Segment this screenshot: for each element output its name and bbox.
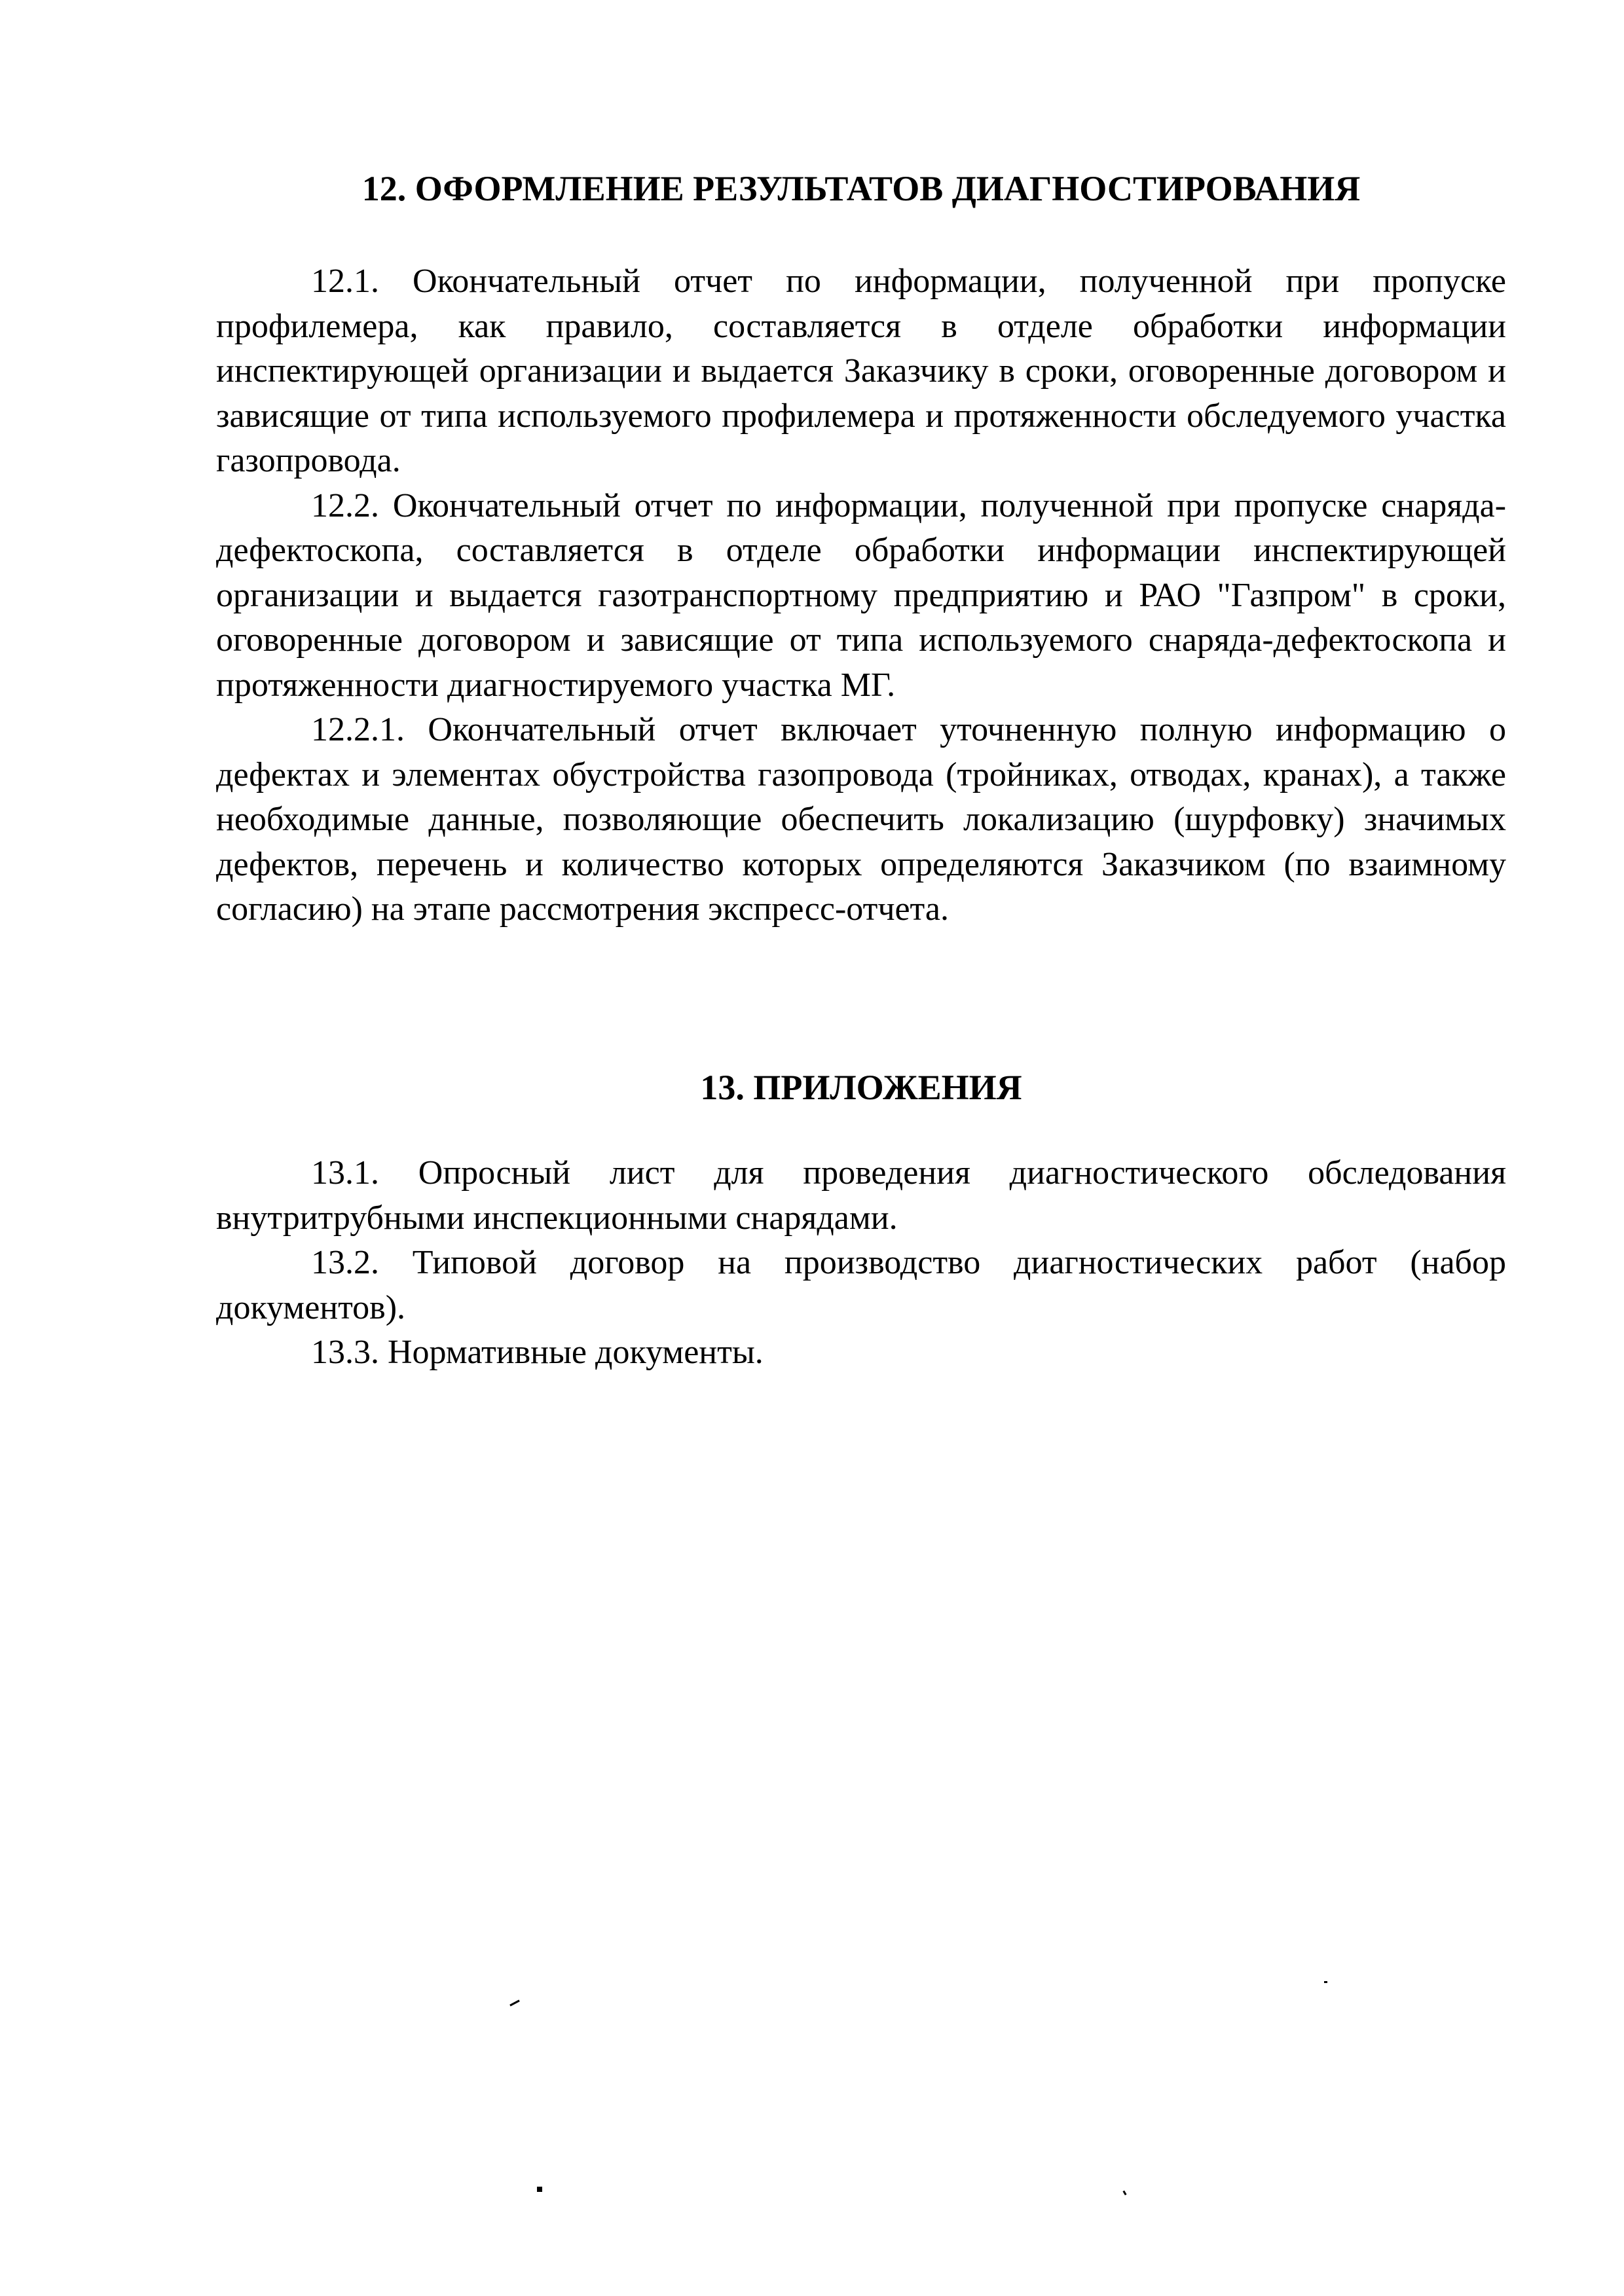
paragraph-12-2-1 xyxy=(216,708,1506,932)
paragraph-number: 13.2. xyxy=(311,1244,379,1281)
paragraph-number: 13.3. xyxy=(311,1334,379,1371)
paragraph-12-2 xyxy=(216,484,1506,708)
paragraph-text: Окончательный отчет по информации, полученной при пропуске профилемера, как правило, составляется в отделе обработки информации инспектирующей организации и выдается Заказчику в сроки, оговоренные договором и зависящие от типа используемого профилемера и протяженности обследуемого участка газопровода. xyxy=(216,263,1506,479)
paragraph-text: Окончательный отчет включает уточненную полную информацию о дефектах и элементах обустройства газопровода (тройниках, отводах, кранах), а также необходимые данные, позволяющие обеспечить локализацию (шурфовку) значимых дефектов, перечень и количество которых определяются Заказчиком (по взаимному согласию) на этапе рассмотрения экспресс-отчета. xyxy=(216,711,1507,928)
paragraph-text: Окончательный отчет по информации, полученной при пропуске снаряда-дефектоскопа, составляется в отделе обработки информации инспектирующей организации и выдается газотранспортному предприятию и РАО "Газпром" в сроки, оговоренные договором и зависящие от типа используемого снаряда-дефектоскопа и протяженности диагностируемого участка МГ. xyxy=(216,486,1507,704)
scan-speck xyxy=(537,2187,542,2192)
paragraph-number: 12.2.1. xyxy=(311,711,405,748)
section-13-body xyxy=(216,1151,1506,1376)
paragraph-number: 12.2. xyxy=(311,486,379,524)
paragraph-text: Нормативные документы. xyxy=(388,1334,764,1371)
paragraph-number: 13.1. xyxy=(311,1154,379,1192)
paragraph-13-1 xyxy=(216,1151,1506,1241)
paragraph-12-1 xyxy=(216,259,1506,484)
paragraph-text: Типовой договор на производство диагностических работ (набор документов). xyxy=(216,1244,1507,1326)
scan-speck xyxy=(1324,1981,1327,1983)
section-13-heading: 13. ПРИЛОЖЕНИЯ xyxy=(700,1068,1022,1107)
section-12-body xyxy=(216,259,1506,932)
paragraph-13-2 xyxy=(216,1241,1506,1330)
scan-speck xyxy=(1122,2191,1126,2196)
paragraph-number: 12.1. xyxy=(311,263,379,300)
section-12-heading: 12. ОФОРМЛЕНИЕ РЕЗУЛЬТАТОВ ДИАГНОСТИРОВАНИЯ xyxy=(361,169,1361,208)
paragraph-text: Опросный лист для проведения диагностического обследования внутритрубными инспекционными снарядами. xyxy=(216,1154,1506,1237)
scan-speck xyxy=(509,1999,520,2006)
paragraph-13-3 xyxy=(216,1330,1506,1376)
